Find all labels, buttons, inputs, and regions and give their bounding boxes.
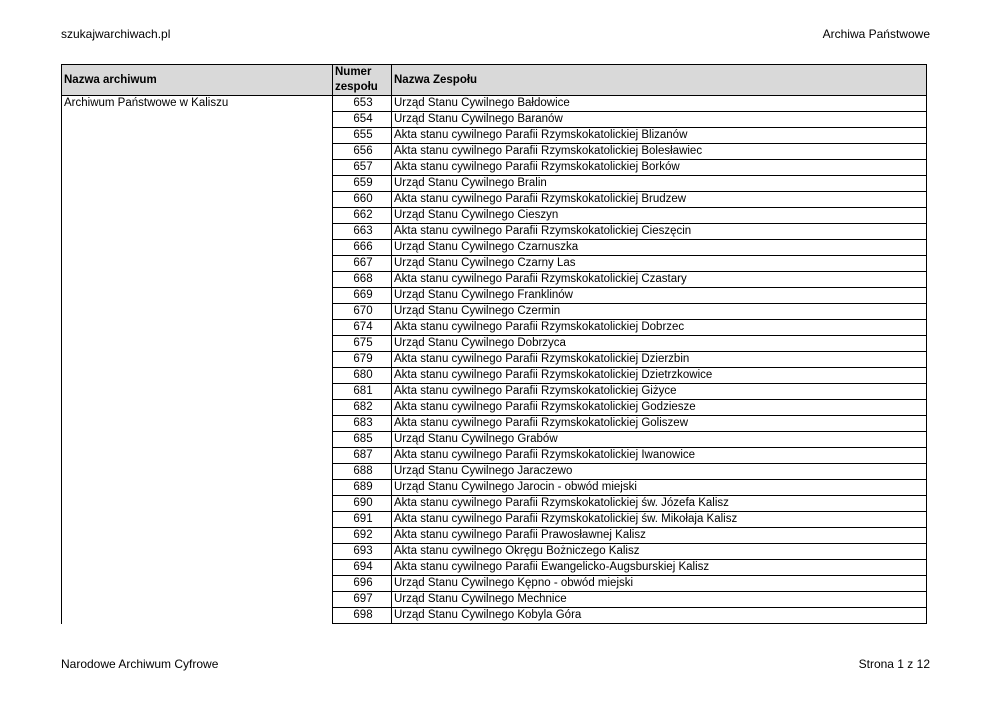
fonds-name-cell: Akta stanu cywilnego Parafii Prawosławnej Kalisz — [392, 528, 927, 544]
fonds-number-cell: 653 — [333, 96, 392, 112]
table-header-row — [62, 65, 927, 96]
fonds-name-cell: Akta stanu cywilnego Okręgu Bożniczego Kalisz — [392, 544, 927, 560]
fonds-number-cell: 683 — [333, 416, 392, 432]
fonds-name-cell: Urząd Stanu Cywilnego Kępno - obwód miejski — [392, 576, 927, 592]
table-row — [62, 96, 927, 112]
fonds-number-cell: 663 — [333, 224, 392, 240]
fonds-name-cell: Akta stanu cywilnego Parafii Rzymskokatolickiej św. Mikołaja Kalisz — [392, 512, 927, 528]
fonds-name-cell: Urząd Stanu Cywilnego Bralin — [392, 176, 927, 192]
fonds-name-cell: Akta stanu cywilnego Parafii Rzymskokatolickiej Dzierzbin — [392, 352, 927, 368]
fonds-number-cell: 669 — [333, 288, 392, 304]
fonds-number-cell: 690 — [333, 496, 392, 512]
fonds-name-cell: Urząd Stanu Cywilnego Grabów — [392, 432, 927, 448]
fonds-number-cell: 680 — [333, 368, 392, 384]
fonds-table — [61, 64, 927, 624]
fonds-number-cell: 670 — [333, 304, 392, 320]
header-institution: Archiwa Państwowe — [822, 27, 930, 41]
fonds-number-cell: 685 — [333, 432, 392, 448]
fonds-name-cell: Akta stanu cywilnego Parafii Ewangelicko-Augsburskiej Kalisz — [392, 560, 927, 576]
fonds-number-cell: 681 — [333, 384, 392, 400]
archive-name-cell: Archiwum Państwowe w Kaliszu — [62, 96, 333, 624]
fonds-number-cell: 655 — [333, 128, 392, 144]
fonds-number-cell: 692 — [333, 528, 392, 544]
fonds-name-cell: Urząd Stanu Cywilnego Baranów — [392, 112, 927, 128]
fonds-name-cell: Akta stanu cywilnego Parafii Rzymskokatolickiej Dobrzec — [392, 320, 927, 336]
fonds-name-cell: Urząd Stanu Cywilnego Czarnuszka — [392, 240, 927, 256]
fonds-name-cell: Akta stanu cywilnego Parafii Rzymskokatolickiej Czastary — [392, 272, 927, 288]
fonds-number-cell: 656 — [333, 144, 392, 160]
fonds-number-cell: 675 — [333, 336, 392, 352]
fonds-number-cell: 679 — [333, 352, 392, 368]
fonds-name-cell: Urząd Stanu Cywilnego Czarny Las — [392, 256, 927, 272]
fonds-number-cell: 691 — [333, 512, 392, 528]
fonds-name-cell: Akta stanu cywilnego Parafii Rzymskokatolickiej Giżyce — [392, 384, 927, 400]
fonds-number-cell: 697 — [333, 592, 392, 608]
fonds-name-cell: Urząd Stanu Cywilnego Dobrzyca — [392, 336, 927, 352]
fonds-name-cell: Akta stanu cywilnego Parafii Rzymskokatolickiej Iwanowice — [392, 448, 927, 464]
fonds-name-cell: Akta stanu cywilnego Parafii Rzymskokatolickiej Blizanów — [392, 128, 927, 144]
fonds-number-cell: 693 — [333, 544, 392, 560]
fonds-number-cell: 657 — [333, 160, 392, 176]
fonds-number-cell: 662 — [333, 208, 392, 224]
fonds-name-cell: Urząd Stanu Cywilnego Bałdowice — [392, 96, 927, 112]
fonds-name-cell: Akta stanu cywilnego Parafii Rzymskokatolickiej Goliszew — [392, 416, 927, 432]
fonds-name-cell: Urząd Stanu Cywilnego Franklinów — [392, 288, 927, 304]
fonds-number-cell: 666 — [333, 240, 392, 256]
fonds-name-cell: Urząd Stanu Cywilnego Kobyla Góra — [392, 608, 927, 624]
fonds-number-cell: 696 — [333, 576, 392, 592]
fonds-number-cell: 694 — [333, 560, 392, 576]
fonds-number-cell: 660 — [333, 192, 392, 208]
fonds-name-cell: Urząd Stanu Cywilnego Jaraczewo — [392, 464, 927, 480]
column-header-number-line1: Numer — [335, 66, 372, 78]
fonds-name-cell: Akta stanu cywilnego Parafii Rzymskokatolickiej Cieszęcin — [392, 224, 927, 240]
fonds-name-cell: Akta stanu cywilnego Parafii Rzymskokatolickiej Dzietrzkowice — [392, 368, 927, 384]
fonds-name-cell: Urząd Stanu Cywilnego Jarocin - obwód miejski — [392, 480, 927, 496]
column-header-number — [333, 65, 392, 96]
column-header-number-line2: zespołu — [335, 81, 378, 93]
fonds-number-cell: 698 — [333, 608, 392, 624]
fonds-name-cell: Akta stanu cywilnego Parafii Rzymskokatolickiej Brudzew — [392, 192, 927, 208]
fonds-name-cell: Urząd Stanu Cywilnego Mechnice — [392, 592, 927, 608]
fonds-number-cell: 667 — [333, 256, 392, 272]
header-site-name: szukajwarchiwach.pl — [61, 27, 171, 41]
page-counter: Strona 1 z 12 — [858, 657, 930, 671]
fonds-number-cell: 659 — [333, 176, 392, 192]
footer-source: Narodowe Archiwum Cyfrowe — [61, 657, 219, 671]
fonds-number-cell: 674 — [333, 320, 392, 336]
fonds-name-cell: Akta stanu cywilnego Parafii Rzymskokatolickiej Borków — [392, 160, 927, 176]
column-header-fonds-name: Nazwa Zespołu — [392, 65, 927, 96]
fonds-name-cell: Akta stanu cywilnego Parafii Rzymskokatolickiej Bolesławiec — [392, 144, 927, 160]
fonds-name-cell: Akta stanu cywilnego Parafii Rzymskokatolickiej św. Józefa Kalisz — [392, 496, 927, 512]
fonds-number-cell: 688 — [333, 464, 392, 480]
fonds-number-cell: 654 — [333, 112, 392, 128]
fonds-number-cell: 668 — [333, 272, 392, 288]
fonds-name-cell: Akta stanu cywilnego Parafii Rzymskokatolickiej Godziesze — [392, 400, 927, 416]
fonds-number-cell: 689 — [333, 480, 392, 496]
column-header-archive: Nazwa archiwum — [62, 65, 333, 96]
fonds-name-cell: Urząd Stanu Cywilnego Cieszyn — [392, 208, 927, 224]
fonds-number-cell: 682 — [333, 400, 392, 416]
fonds-name-cell: Urząd Stanu Cywilnego Czermin — [392, 304, 927, 320]
fonds-number-cell: 687 — [333, 448, 392, 464]
